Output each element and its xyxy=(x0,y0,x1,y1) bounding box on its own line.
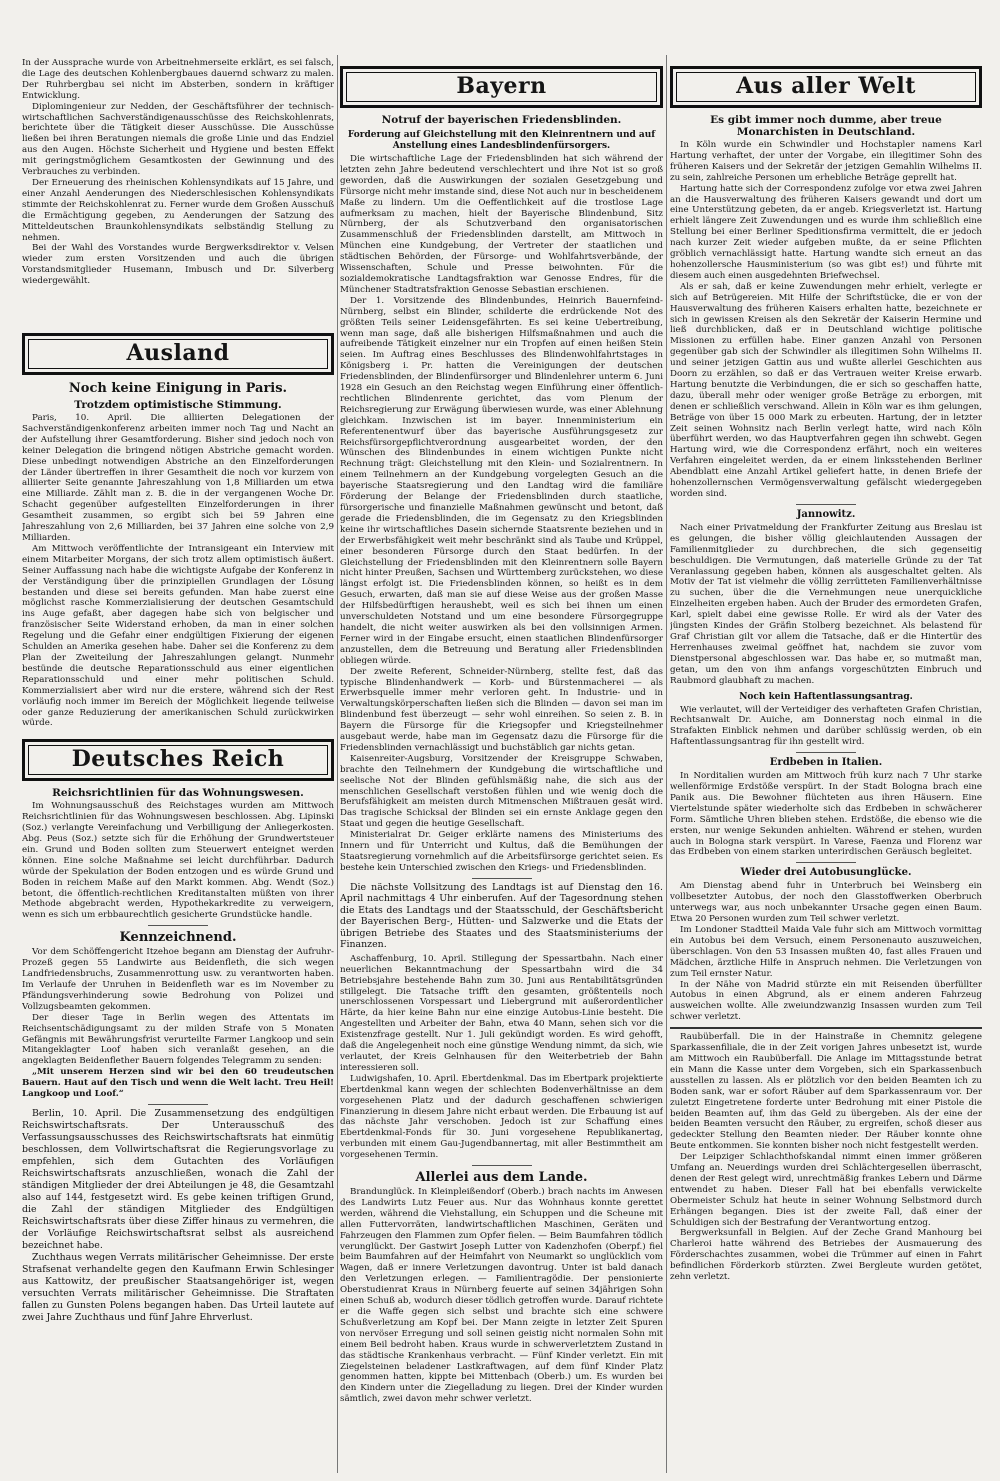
article-paragraph: Im Londoner Stadtteil Maida Vale fuhr sich am Mittwoch vormittag ein Autobus bei dem Versuch, einem Personenauto auszuweichen, überschlagen. Von den 53 Insassen mußten 40, fast alles Frauen und Mädchen, ärztliche Hilfe in Anspruch nehmen. Die Verletzungen von zum Teil ernster Natur. xyxy=(670,925,982,979)
article-paragraph: Aschaffenburg, 10. April. Stillegung der Spessartbahn. Nach einer neuerlichen Bekanntmachung der Spessartbahn wird die 34 Betriebsjahre bestehende Bahn zum 30. Juni aus Rentabilitätsgründen stillgelegt. Die Tatsache trifft den gesamten, größtenteils noch unerschlossenen Vorspessart und Liebergrund mit außerordentlicher Härte, da hier keine Bahn nur eine einzige Autobus-Linie besteht. Die Angestellten und Arbeiter der Bahn, etwa 40 Mann, sehen sich vor die Existenzfrage gestellt. Nur 1. Juli gekündigt worden. Es wird gehofft, daß die Angelegenheit noch eine günstige Wendung nimmt, da sich, wie verlautet, der Kreis Gelnhausen für den Weiterbetrieb der Bahn interessieren soll. xyxy=(340,953,663,1073)
article-paragraph: In der Aussprache wurde von Arbeitnehmerseite erklärt, es sei falsch, die Lage des deutschen Kohlenbergbaues dauernd schwarz zu malen. Der Ruhrbergbau sei nicht im Absterben, sondern in kräftiger Entwicklung. xyxy=(22,58,334,101)
article-paragraph: Kaisenreiter-Augsburg, Vorsitzender der Kreisgruppe Schwaben, brachte den Teilnehmern der Kundgebung die wirtschaftliche und seelische Not der Blinden gefühlsmäßig nahe, die sich aus der menschlichen Gesellschaft verstoßen fühlen und wie wenig doch die Berufsfähigkeit am meisten durch Mitmenschen Mißtrauen gesät wird. Das tragische Schicksal der Blinden sei ein ernste Anklage gegen den Staat und gegen die heutige Gesellschaft. xyxy=(340,753,663,830)
article-paragraph: Ministerialrat Dr. Geiger erklärte namens des Ministeriums des Innern und für Unterricht und Kultus, daß die Bemühungen der Staatsregierung vornehmlich auf die Arbeitsfürsorge gerichtet seien. Es bestehe kein Unterschied zwischen den Kriegs- und Friedensblinden. xyxy=(340,830,663,873)
column-right xyxy=(670,0,982,1481)
article-paragraph: In der Nähe von Madrid stürzte ein mit Reisenden überfüllter Autobus in einen Abgrund, als er einem anderen Fahrzeug ausweichen wollte. Alle zweiundzwanzig Insassen wurden zum Teil schwer verletzt. xyxy=(670,979,982,1023)
article-paragraph: Der 1. Vorsitzende des Blindenbundes, Heinrich Bauernfeind-Nürnberg, selbst ein Blinder, schilderte die erdrückende Not des größten Teils seiner Leidensgefährten. Es sei keine Uebertreibung, wenn man sage, daß alle bisherigen Hilfsmaßnahmen und auch die aufreibende Tätigkeit einzelner nur ein Tropfen auf einen heißen Stein seien. Im Auftrag eines Beschlusses des Blindenwohlfahrtstages in Königsberg i. Pr. hatten die Vereinigungen der deutschen Friedensblinden, der Blindenfürsorger und Blindenlehrer unterm 6. Juni 1928 ein Gesuch an den Reichstag wegen Einführung einer öffentlich-rechtlichen Blindenrente gerichtet, das vom Plenum der Reichsregierung zur Erwägung überwiesen wurde, was einer Ablehnung gleichkam. Inzwischen ist im bayer. Innenministerium ein Referentenentwurf über das bayerische Ausführungsgesetz zur Reichsfürsorgepflichtverordnung ausgearbeitet worden, der den Wünschen des Blindenbundes in einem wichtigen Punkte nicht Rechnung trägt: Gleichstellung mit den Klein- und Sozialrentnern. In einem Teilnehmern an der Kundgebung vorgelegten Gesuch an die bayerische Staatsregierung und den Landtag wird die familiäre Förderung der Belange der Friedensblinden durch staatliche, fürsorgerische und finanzielle Maßnahmen gewünscht und betont, daß gerade die Friedensblinden, die im Gegensatz zu den Kriegsblinden keine ihr wirtschaftliches Dasein sichernde Staatsrente beziehen und in der Erwerbsfähigkeit weit mehr beschränkt sind als Taube und Krüppel, einer besonderen Fürsorge durch den Staat bedürfen. In der Gleichstellung der Friedensblinden mit den Kleinrentnern solle Bayern nicht hinter Preußen, Sachsen und Württemberg zurückstehen, wo diese längst erfolgt ist. Die Friedensblinden können, so heißt es in dem Gesuch, erwarten, daß man sie auf diese Weise aus der großen Masse der Hilfsbedürftigen heraushebt, weil es sich bei ihnen um einen unverschuldeten Notstand und um eine besondere Fürsorgegruppe handelt, die nicht weiter auswirken als bei den vollsinnigen Armen. Ferner wird in der Eingabe ersucht, einen staatlichen Blindenfürsorger anzustellen, dem die Betreuung und Beratung aller Friedensblinden obliegen würde. xyxy=(340,295,663,666)
headline: Kennzeichnend. xyxy=(119,930,237,946)
article-paragraph: Am Mittwoch veröffentlichte der Intransigeant ein Interview mit einem Mitarbeiter Morgans, der sich trotz allem optimistisch äußert. Seiner Auffassung nach habe die wichtigste Aufgabe der Konferenz in der Verständigung über die prinzipiellen Grundlagen der Lösung bestanden und diese sei bereits gefunden. Man habe zuerst eine möglichst rasche Kommerzialisierung der deutschen Gesamtschuld ins Auge gefaßt, aber dagegen habe sich von belgischer und französischer Seite Widerstand erhoben, da man in einer solchen Regelung und die Gefahr einer endgültigen Fixierung der eigenen Schulden an Amerika gesehen habe. Daher sei die Konferenz zu dem Plan der Zweiteilung der Jahreszahlungen gelangt. Nunmehr bestünde die deutsche Reparationsschuld aus einer eigentlichen Reparationsschuld und einer mehr politischen Schuld. Kommerzialisiert aber wird nur die erstere, während sich der Rest vorläufig noch immer im Bereich der Möglichkeit liegende teilweise oder ganze Reduzierung der amerikanischen Schuld zurückwirken würde. xyxy=(22,543,334,729)
headline: Jannowitz. xyxy=(796,508,856,520)
separator xyxy=(472,878,532,879)
subheadline: Noch kein Haftentlassungsantrag. xyxy=(739,691,913,702)
article-paragraph: Ludwigshafen, 10. April. Ebertdenkmal. Das im Ebertpark projektierte Ebertdenkmal kann wegen der schlechten Bodenverhältnisse an dem vorgesehenen Platz und der dadurch geschaffenen schwierigen Finanzierung in diesem Jahre nicht erbaut werden. Die Erbauung ist auf das nächste Jahr verschoben. Jedoch ist zur Schaffung eines Ebertdenkmal-Fonds für 30. Juni vorgesehene Republikanertag, verbunden mit einem Gau-Jugendbannertag, mit aller Bestimmtheit am vorgesehenen Termin. xyxy=(340,1073,663,1161)
article-paragraph: Am Dienstag abend fuhr in Unterbruch bei Weinsberg ein vollbesetzter Autobus, der noch den Glasstoffwerken Oberbruch unterwegs war, aus noch unbekannter Ursache gegen einen Baum. Etwa 20 Personen wurden zum Teil schwer verletzt. xyxy=(670,881,982,925)
article-paragraph: Zuchthaus wegen Verrats militärischer Geheimnisse. Der erste Strafsenat verhandelte gegen den Kaufmann Erwin Schlesinger aus Kattowitz, der preußischer Staatsangehöriger ist, wegen versuchten Verrats militärischer Geheimnisse. Die Straftaten fallen zu Gunsten Polens begangen haben. Das Urteil lautete auf zwei Jahre Zuchthaus und fünf Jahre Ehrverlust. xyxy=(22,1251,334,1323)
separator xyxy=(148,1104,208,1105)
article-paragraph: In Norditalien wurden am Mittwoch früh kurz nach 7 Uhr starke wellenförmige Erdstöße verspürt. In der Stadt Bologna brach eine Panik aus. Die Bewohner flüchteten aus ihren Häusern. Eine Viertelstunde später wiederholte sich das Erdbeben in schwächerer Form. Sämtliche Uhren blieben stehen. Erdstöße, die ebenso wie die ersten, nur wenige Sekunden anhielten. Während er stehen, wurden auch in Bologna stark verspürt. In Varese, Faenza und Florenz war das Erdbeben von einem starken unterirdischen Geräusch begleitet. xyxy=(670,771,982,858)
article-paragraph: Der dieser Tage in Berlin wegen des Attentats im Reichsentschädigungsamt zu der milden Strafe von 5 Monaten Gefängnis mit Bewährungsfrist verurteilte Farmer Langkoop und sein Mitangeklagter Loof haben sich veranlaßt gesehen, an die angeklagten Beidenflether Bauern folgendes Telegramm zu senden: xyxy=(22,1012,334,1067)
article-paragraph: Als er sah, daß er keine Zuwendungen mehr erhielt, verlegte er sich auf Betrügereien. Mit Hilfe der Schriftstücke, die er von der Hausverwaltung des früheren Kaisers erhalten hatte, bezeichnete er sich in gewissen Kreisen als den Sekretär der Kaiserin Hermine und ließ durchblicken, daß er in Deutschland wichtige politische Missionen zu erfüllen habe. Einer ganzen Anzahl von Personen gegenüber gab sich der Schwindler als illegitimen Sohn Wilhelms II. und seiner jetzigen Gattin aus und wußte allerlei Geschichten aus Doorn zu erzählen, so daß er das Vertrauen weiter Kreise erwarb. Hartung benutzte die Verbindungen, die er sich so geschaffen hatte, dazu, überall mehr oder weniger große Beträge zu erborgen, mit denen er schließlich verschwand. Allein in Köln war es ihm gelungen, Beträge von über 15 000 Mark zu erbeuten. Hartung, der in letzter Zeit seinen Wohnsitz nach Berlin verlegt hatte, wird nach Köln überführt werden, wo das Hauptverfahren gegen ihn schwebt. Gegen Hartung wird, wie die Correspondenz erfährt, noch ein weiteres Verfahren eingeleitet werden, da er einem linksstehenden Berliner Abendblatt eine Anzahl Artikel geliefert hatte, in denen Briefe der hohenzollernschen Vermögensverwaltung gefälscht wiedergegeben worden sind. xyxy=(670,281,982,499)
headline: Reichsrichtlinien für das Wohnungswesen. xyxy=(52,787,304,800)
article-paragraph: Wie verlautet, will der Verteidiger des verhafteten Grafen Christian, Rechtsanwalt Dr. Auiche, am Donnerstag noch einmal in die Strafakten Einblick nehmen und darüber schlüssig werden, ob ein Haftentlassungsantrag für ihn gestellt wird. xyxy=(670,704,982,748)
section-header-deutsches-reich: Deutsches Reich xyxy=(22,739,334,781)
article-paragraph: In Köln wurde ein Schwindler und Hochstapler namens Karl Hartung verhaftet, der unter der Vorgabe, ein illegitimer Sohn des früheren Kaisers und der Sekretär der jetzigen Gemahlin Wilhelms II. zu sein, zahlreiche Personen um erhebliche Beträge geprellt hat. xyxy=(670,140,982,183)
column-rule xyxy=(666,55,667,1473)
article-paragraph: Paris, 10. April. Die alliierten Delegationen der Sachverständigenkonferenz arbeiten immer noch Tag und Nacht an der Aufstellung ihrer Gesamtforderung. Bisher sind jedoch noch von keiner Delegation die bringend nötigen Abstriche gemacht worden. Diese unbedingt notwendigen Abstriche an den Einzelforderungen der Länder übertreffen in ihrer Gesamtheit die noch vor kurzem von alliierter Seite genannte Jahreszahlung von 1,8 Milliarden um etwa eine Milliarde. Zählt man z. B. die in der vergangenen Woche Dr. Schacht gegenüber aufgestellten Einzelforderungen in ihrer Gesamtheit zusammen, so ergibt sich bei 59 Jahren eine Jahreszahlung von 2,6 Milliarden, bei 37 Jahren eine solche von 2,9 Milliarden. xyxy=(22,413,334,543)
separator xyxy=(796,752,856,753)
article-paragraph: Die nächste Vollsitzung des Landtags ist auf Dienstag den 16. April nachmittags 4 Uhr einberufen. Auf der Tagesordnung stehen die Etats des Landtags und der Staatsschuld, der Geschäftsbericht der Bayerischen Berg-, Hütten- und Salzwerke und die Etats der übrigen Betriebe des Staates und des Staatsministeriums der Finanzen. xyxy=(340,881,663,951)
article-paragraph: Raubüberfall. Die in der Hainstraße in Chemnitz gelegene Sparkassenfiliale, die in der Zeit vorigen Jahres unbesetzt ist, wurde am Mittwoch ein Raubüberfall. Die Anlage im Mittagsstunde betrat ein Mann die Kasse unter dem Vorgeben, sich ein Sparkassenbuch ausstellen zu lassen. Als er plötzlich vor den beiden Beamten ich zu Boden sank, war er sofort Räuber auf dem Sparkassenraum vor. Der zuletzt Eingetretene forderte unter Bedrohung mit einer Pistole die beiden Beamten auf, ihm das Geld zu übergeben. Als der eine der beiden Beamten versucht den Räuber, zu ergreifen, schoß dieser aus gedeckter Stellung den Beamten nieder. Der Räuber konnte ohne Beute entkommen. Sie konnten bisher noch nicht festgestellt werden. xyxy=(670,1032,982,1152)
section-header-bayern: Bayern xyxy=(340,66,663,108)
column-rule xyxy=(337,55,338,1473)
telegram-quote: „Mit unserem Herzen sind wir bei den 60 treudeutschen Bauern. Haut auf den Tisch und wenn die Welt lacht. Treu Heil! Langkoop und Loof.“ xyxy=(22,1067,334,1100)
article-paragraph: Hartung hatte sich der Correspondenz zufolge vor etwa zwei Jahren an die Hausverwaltung des früheren Kaisers gewandt und dort um eine Unterstützung gebeten, da er angeb. Kriegsverletzt ist. Hartung erhielt längere Zeit Zuwendungen und es wurde ihm schließlich eine Stellung bei einer Berliner Speditionsfirma vermittelt, die er jedoch nach kurzer Zeit wieder aufgeben mußte, da er seine Pflichten gröblich vernachlässigt hatte. Hartung wandte sich erneut an das hohenzollersche Hausministerium (so was gibt es!) und führte mit diesem auch einen ausgedehnten Briefwechsel. xyxy=(670,183,982,281)
article-paragraph: Nach einer Privatmeldung der Frankfurter Zeitung aus Breslau ist es gelungen, die bisher völlig gleichlautenden Aussagen der Familienmitglieder zu durchbrechen, die sich gegenseitig beschuldigen. Die Vermutungen, daß materielle Gründe zu der Tat Veranlassung gegeben haben, können als ausgeschaltet gelten. Als Motiv der Tat ist vielmehr die völlig zerrütteten Familienverhältnisse zu suchen, über die die Vernehmungen neue unerquickliche Einzelheiten ergeben haben. Auch der Bruder des ermordeten Grafen, Karl, spielt dabei eine gewisse Rolle. Er wird als der Vater des jüngsten Kindes der Gräfin Stolberg bezeichnet. Als belastend für Graf Christian gilt vor allem die Tatsache, daß er die Hintertür des Herrenhauses zweimal geöffnet hat, nachdem sie zuvor vom Dienstpersonal abgeschlossen war. Das habe er, so mutmaßt man, getan, um den von ihm anfangs vorgeschützten Einbruch und Raubmord glaubhaft zu machen. xyxy=(670,522,982,686)
headline: Erdbeben in Italien. xyxy=(769,757,883,769)
article-paragraph: Die wirtschaftliche Lage der Friedensblinden hat sich während der letzten zehn Jahre bedeutend verschlechtert und ihre Not ist so groß geworden, daß die Auswirkungen der sozialen Gesetzgebung und Fürsorge nicht mehr imstande sind, diese Not auch nur in bescheidenem Maße zu lindern. Um die Oeffentlichkeit auf die trostlose Lage aufmerksam zu machen, hielt der Bayerische Blindenbund, Sitz Nürnberg, der als Schutzverband den organisatorischen Zusammenschluß der Friedensblinden darstellt, am Mittwoch in München eine Kundgebung, der Vertreter der staatlichen und städtischen Behörden, der Fürsorge- und Wohlfahrtsverbände, der Wissenschaften, Schule und Presse beiwohnten. Für die sozialdemokratische Landtagsfraktion war Genosse Endres, für die Münchener Stadtratsfraktion Genosse Sebastian erschienen. xyxy=(340,154,663,295)
headline: Allerlei aus dem Lande. xyxy=(415,1170,588,1186)
subheadline: Trotzdem optimistische Stimmung. xyxy=(74,399,282,412)
column-left xyxy=(22,0,334,1481)
headline: Wieder drei Autobusunglücke. xyxy=(740,867,912,879)
section-header-aus-aller-welt: Aus aller Welt xyxy=(670,66,982,108)
separator xyxy=(472,1165,532,1166)
separator xyxy=(148,925,208,926)
separator xyxy=(796,862,856,863)
article-paragraph: Der zweite Referent, Schneider-Nürnberg, stellte fest, daß das typische Blindenhandwerk — Korb- und Bürstenmacherei — als Erwerbsquelle immer mehr verloren geht. In Industrie- und in Verwaltungskörperschaften ließen sich die Blinden — davon sei man im Blindenbund fest überzeugt — sehr wohl einreihen. So seien z. B. in Bayern die Fürsorge für die Kriegsopfer und Kriegsteilnehmer ausgebaut werde, habe man im Gegensatz dazu die Fürsorge für die Friedensblinden vernachlässigt und buchstäblich gar nichts getan. xyxy=(340,666,663,753)
article-paragraph: Der Erneuerung des rheinischen Kohlensyndikats auf 15 Jahre, und einer Anzahl Aenderungen des Niederschlesischen Kohlensyndikats stimmte der Reichskohlenrat zu. Ferner wurde dem Großen Ausschuß die Ermächtigung gegeben, zu Aenderungen der Satzung des Mitteldeutschen Braunkohlensyndikats selbständig Stellung zu nehmen. xyxy=(22,177,334,243)
article-paragraph: Brandunglück. In Kleinpleißendorf (Oberb.) brach nachts im Anwesen des Landwirts Lutz Feuer aus. Nur das Wohnhaus konnte gerettet werden, während die Viehstallung, ein Schuppen und die Scheune mit allen Futtervorräten, landwirtschaftlichen Maschinen, Geräten und Fahrzeugen den Flammen zum Opfer fielen. — Beim Baumfahren tödlich verunglückt. Der Gastwirt Joseph Lutter von Kadenzhofen (Oberpf.) fiel beim Baumfahren auf der Heimfahrt von Neumarkt so unglücklich vom Wagen, daß er innere Verletzungen davontrug. Unter ist bald danach den Verletzungen erlegen. — Familientragödie. Der pensionierte Oberstudienrat Kraus in Nürnberg feuerte auf seinen 34jährigen Sohn einen Schuß ab, wodurch dieser tödlich getroffen wurde. Darauf richtete er die Waffe gegen sich selbst und brachte sich eine schwere Schußverletzung am Kopf bei. Der Mann zeigte in letzter Zeit Spuren von nervöser Erregung und soll seinen geistig nicht normalen Sohn mit einem Beil bedroht haben. Kraus wurde in schwerverletztem Zustand in das städtische Krankenhaus verbracht. — Fünf Kinder verletzt. Ein mit Ziegelsteinen beladener Lastkraftwagen, auf dem fünf Kinder Platz genommen hatten, kippte bei Mittenbach (Oberb.) um. Es wurden bei den Kindern unter die Ziegelladung zu liegen. Drei der Kinder wurden sämtlich, zwei davon mehr schwer verletzt. xyxy=(340,1187,663,1405)
article-paragraph: Diplomingenieur zur Nedden, der Geschäftsführer der technisch-wirtschaftlichen Sachverständigenausschüsse des Reichskohlenrats, berichtete über die Tätigkeit dieser Ausschüsse. Die Ausschüsse ließen bei ihren Beratungen niemals die große Linie und das Endziel aus den Augen. Höchste Sicherheit und Hygiene und besten Effekt mit geringstmöglichem Gesamtkosten der Gewinnung und des Verbrauches zu verbinden. xyxy=(22,101,334,178)
article-paragraph: Vor dem Schöffengericht Itzehoe begann am Dienstag der Aufruhr-Prozeß gegen 55 Landwirte aus Beidenfleth, die sich wegen Landfriedensbruchs, Zusammenrottung usw. zu verantworten haben. Im Verlaufe der Unruhen in Beidenfleth war es im November zu Pfändungsverhinderung sowie Bedrohung von Polizei und Vollzugsbeamten gekommen. xyxy=(22,947,334,1012)
subheadline: Forderung auf Gleichstellung mit den Kleinrentnern und auf Anstellung eines Landesblindenfürsorgers. xyxy=(347,130,656,151)
article-paragraph: Bergwerksunfall in Belgien. Auf der Zeche Grand Manhourg bei Charleroi hatte während des Betriebes der Ausmauerung des Förderschachtes zusammen, wobei die Trümmer auf einen in Fahrt befindlichen Förderkorb stürzten. Zwei Bergleute wurden getötet, zehn verletzt. xyxy=(670,1228,982,1283)
article-paragraph: Der Leipziger Schlachthofskandal nimmt einen immer größeren Umfang an. Neuerdings wurden drei Schlächtergesellen überrascht, denen der Rest gelegt wird, unrechtmäßig frankes Lebern und Därme entwendet zu haben. Dieser Fall hat bei ebenfalls verwickelte Obermeister Schulz hat heute in seiner Wohnung Selbstmord durch Erhängen begangen. Dies ist der zweite Fall, daß einer der Schuldigen sich der Bestrafung der Verantwortung entzog. xyxy=(670,1152,982,1228)
article-paragraph: Bei der Wahl des Vorstandes wurde Bergwerksdirektor v. Velsen wieder zum ersten Vorsitzenden und auch die übrigen Vorstandsmitglieder Husemann, Imbusch und Dr. Silverberg wiedergewählt. xyxy=(22,243,334,287)
article-paragraph: Im Wohnungsausschuß des Reichstages wurden am Mittwoch Reichsrichtlinien für das Wohnungswesen beschlossen. Abg. Lipinski (Soz.) verlangte Vereinfachung und Verbilligung der Anliegerkosten. Abg. Peus (Soz.) setzte sich für die Erhöhung der Grundwertsteuer ein. Grund und Boden sollten zum Steuerwert enteignet werden können. Eine solche Maßnahme sei leicht durchführbar. Dadurch würde der Spekulation der Boden entzogen und es würde Grund und Boden in reichem Maße auf den Markt kommen. Abg. Wendt (Soz.) betont, die öffentlich-rechtlichen Kreditanstalten müßten von ihrer Methode abgebracht werden, Hypothekarkredite zu verweigern, wenn es sich um erbbaurechtlich gesicherte Grundstücke handle. xyxy=(22,801,334,921)
separator xyxy=(796,504,856,505)
headline: Notruf der bayerischen Friedensblinden. xyxy=(381,114,622,126)
article-paragraph: Berlin, 10. April. Die Zusammensetzung des endgültigen Reichswirtschaftsrats. Der Unterausschuß des Verfassungsausschusses des Reichswirtschaftsrats hat einmütig beschlossen, dem Vollwirtschaftsrat die Regierungsvorlage zu empfehlen, sich dem Gutachten des Vorläufigen Reichswirtschaftsrats anzuschließen, wonach die Zahl der ständigen Mitglieder der drei Abteilungen je 48, die Gesamtzahl also auf 144, festgesetzt wird. Es gebe keinen triftigen Grund, die Zahl der ständigen Mitglieder des Endgültigen Reichswirtschaftsrats über diese Ziffer hinaus zu vermehren, die der Vorläufige Reichswirtschaftsrat selbst als ausreichend bezeichnet habe. xyxy=(22,1107,334,1251)
column-middle xyxy=(340,0,663,1481)
headline: Noch keine Einigung in Paris. xyxy=(68,381,288,397)
section-header-ausland: Ausland xyxy=(22,333,334,375)
headline: Es gibt immer noch dumme, aber treue Monarchisten in Deutschland. xyxy=(710,114,942,138)
